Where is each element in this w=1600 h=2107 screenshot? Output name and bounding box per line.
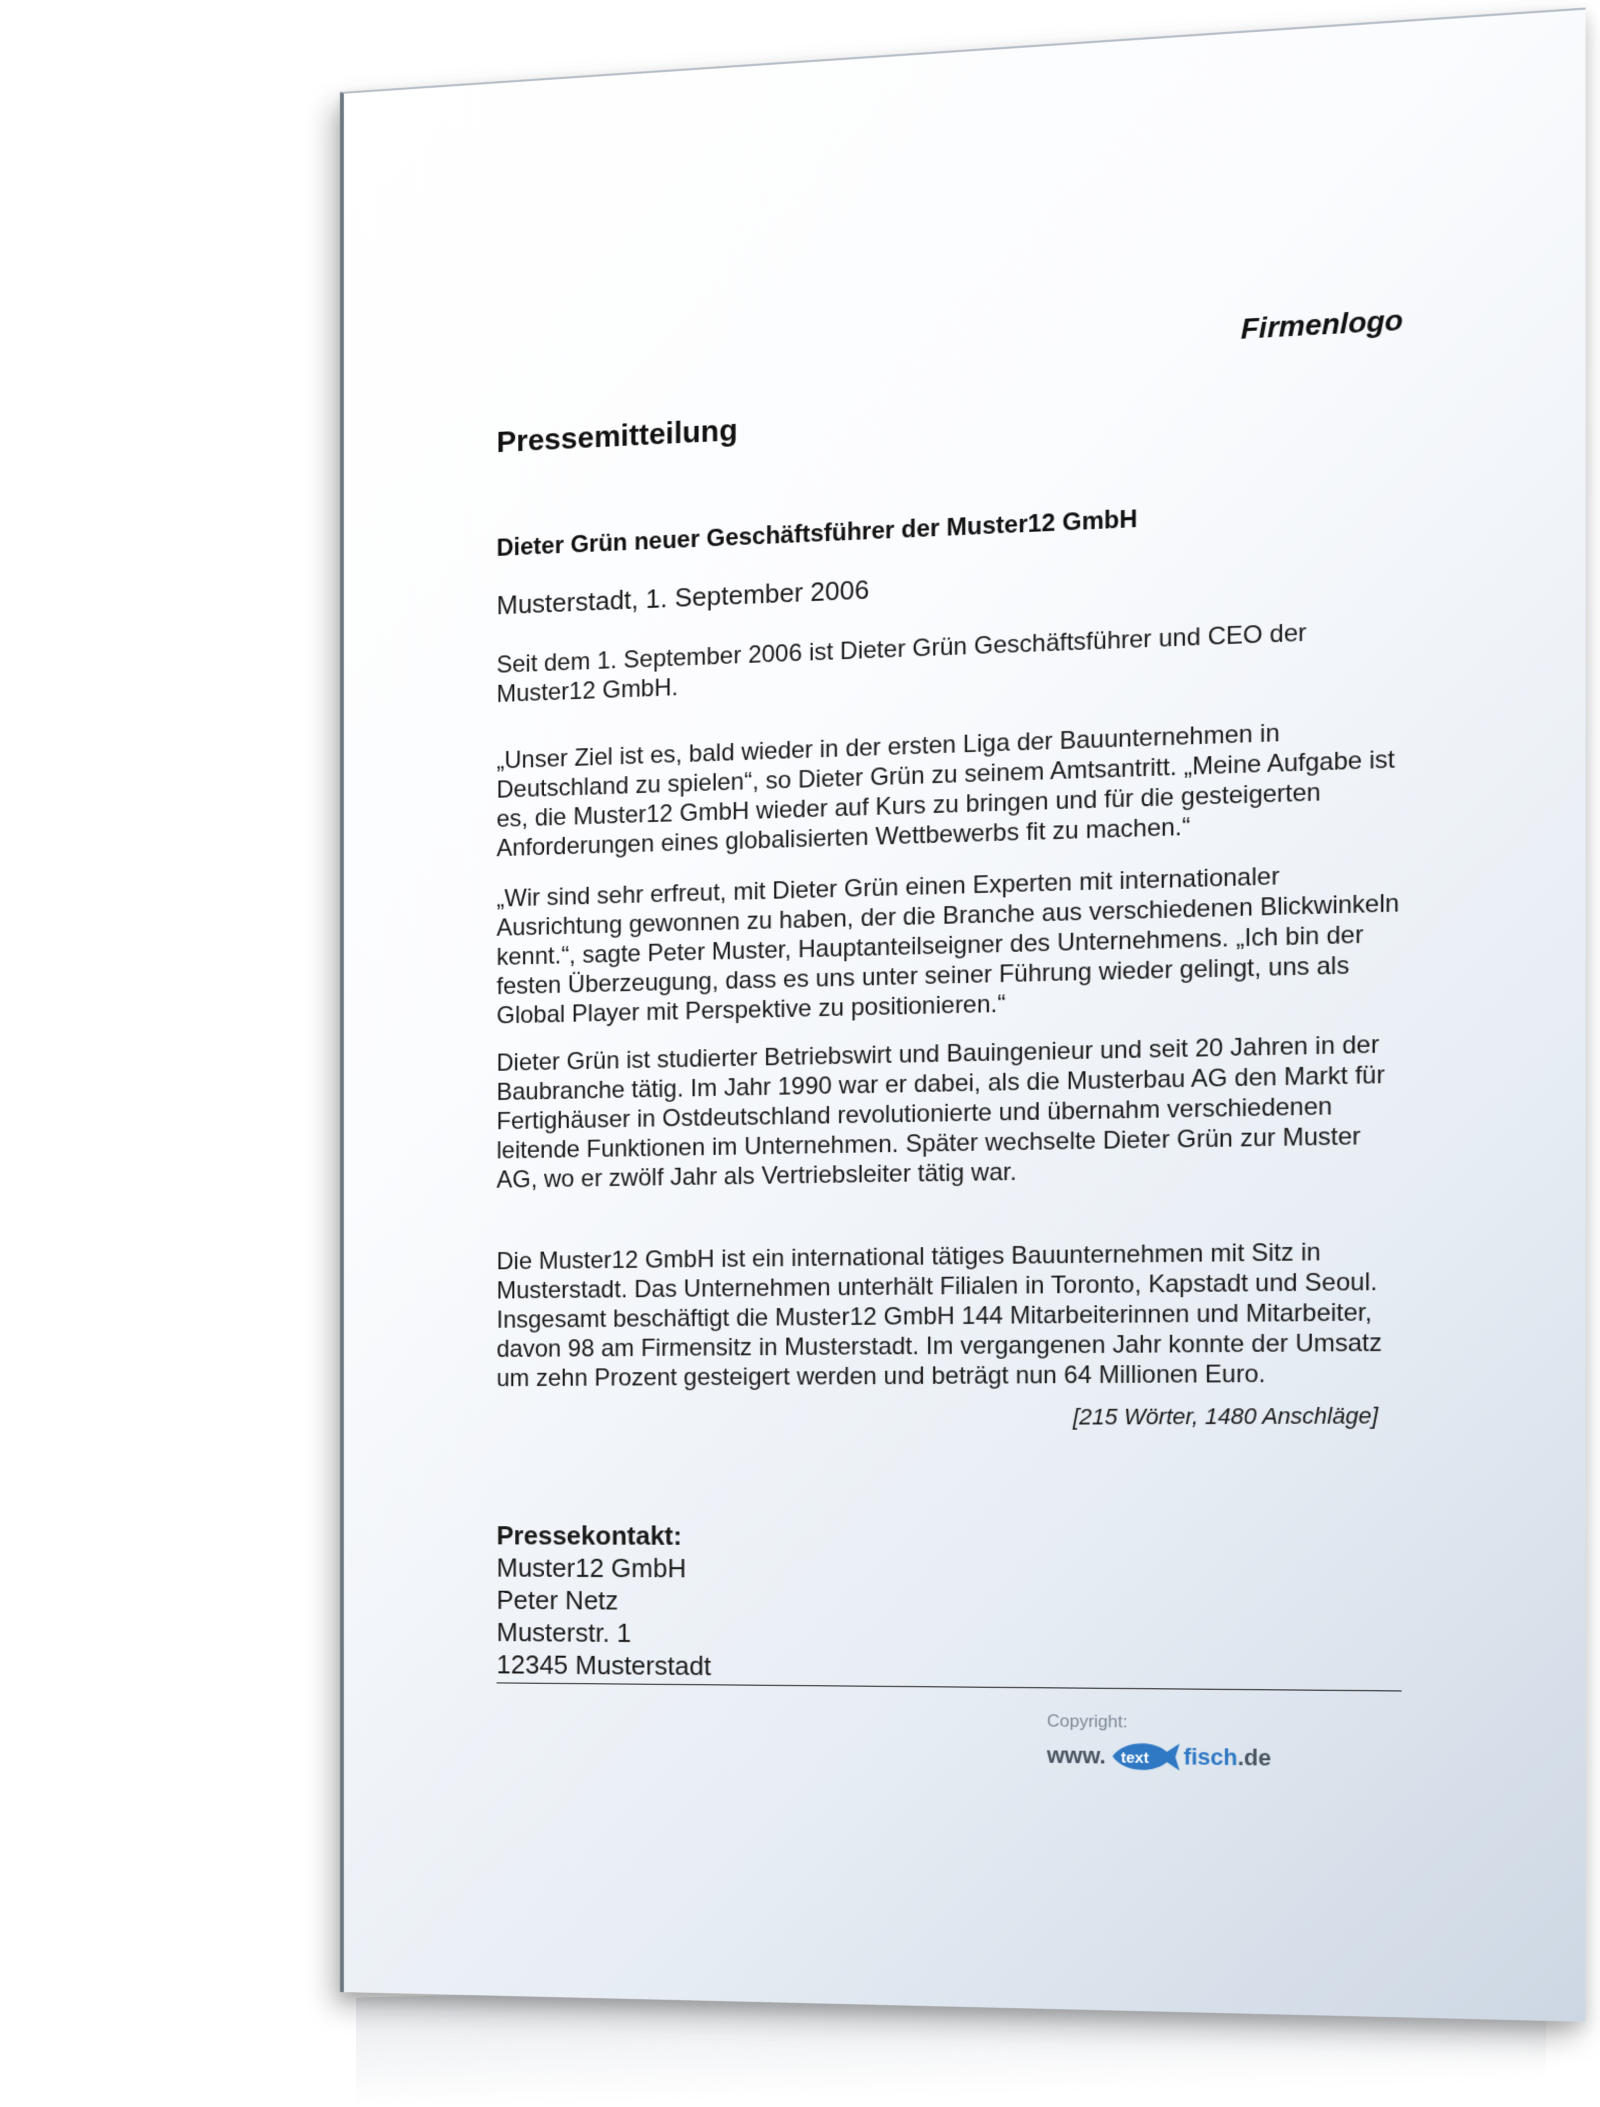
paragraph-quote-ceo: „Unser Ziel ist es, bald wieder in der ersten Liga der Bauunternehmen in Deutschland zu spielen“, so Dieter Grün zu seinem Amtsantritt. „Meine Aufgabe ist es, die Muster12 GmbH wieder auf Kurs zu bringen und für die gesteigerten Anforderungen eines globalisierten Wettbewerbs fit zu machen.“ (496, 719, 1395, 863)
paragraph-intro: Seit dem 1. September 2006 ist Dieter Grün Geschäftsführer und CEO der Muster12 GmbH. (496, 618, 1307, 709)
document-page (340, 8, 1586, 2022)
textfisch-logo (1047, 1738, 1271, 1776)
document-title: Pressemitteilung (496, 413, 738, 460)
copyright-watermark (1047, 1711, 1271, 1776)
dateline: Musterstadt, 1. September 2006 (496, 574, 870, 621)
fish-icon (1108, 1739, 1181, 1775)
paragraph-biography: Dieter Grün ist studierter Betriebswirt und Bauingenieur und seit 20 Jahren in der Baubranche tätig. Im Jahr 1990 war er dabei, als die Musterbau AG den Markt für Fertighäuser in Ostdeutschland revolutionierte und übernahm verschiedenen leitende Funktionen im Unternehmen. Später wechselte Dieter Grün zur Muster AG, wo er zwölf Jahr als Vertriebsleiter tätig war. (496, 1030, 1385, 1194)
copyright-label: Copyright: (1046, 1711, 1128, 1732)
logo-suffix: .de (1237, 1744, 1272, 1771)
contact-street: Musterstr. 1 (496, 1616, 632, 1649)
contact-name: Peter Netz (496, 1584, 619, 1616)
paragraph-company-profile: Die Muster12 GmbH ist ein international tätiges Bauunternehmen mit Sitz in Musterstadt. Das Unternehmen unterhält Filialen in Toronto, Kapstadt und Seoul. Insgesamt beschäftigt die Muster12 GmbH 144 Mitarbeiterinnen und Mitarbeiter, davon 98 am Firmensitz in Musterstadt. Im vergangenen Jahr konnte der Umsatz um zehn Prozent gesteigert werden und beträgt nun 64 Millionen Euro. (496, 1238, 1382, 1393)
logo-prefix: www. (1046, 1742, 1106, 1769)
fish-icon-text: text (1120, 1749, 1149, 1768)
company-logo-placeholder: Firmenlogo (1240, 303, 1404, 346)
contact-city: 12345 Musterstadt (496, 1649, 711, 1682)
press-contact-block (497, 1519, 711, 1682)
footer-divider (497, 1682, 1402, 1691)
contact-company: Muster12 GmbH (496, 1552, 687, 1584)
press-headline: Dieter Grün neuer Geschäftsführer der Muster12 GmbH (496, 505, 1138, 562)
press-contact-heading: Pressekontakt: (496, 1520, 682, 1551)
paragraph-quote-shareholder: „Wir sind sehr erfreut, mit Dieter Grün einen Experten mit internationaler Ausrichtung gewonnen zu haben, der die Branche aus verschiedenen Blickwinkeln kennt.“, sagte Peter Muster, Hauptanteilseigner des Unternehmens. „Ich bin der festen Überzeugung, dass es uns unter seiner Führung wieder gelingt, uns als Global Player mit Perspektive zu positionieren.“ (496, 862, 1400, 1030)
logo-brand: fisch (1183, 1743, 1238, 1771)
word-count-note: [215 Wörter, 1480 Anschläge] (1072, 1402, 1379, 1430)
